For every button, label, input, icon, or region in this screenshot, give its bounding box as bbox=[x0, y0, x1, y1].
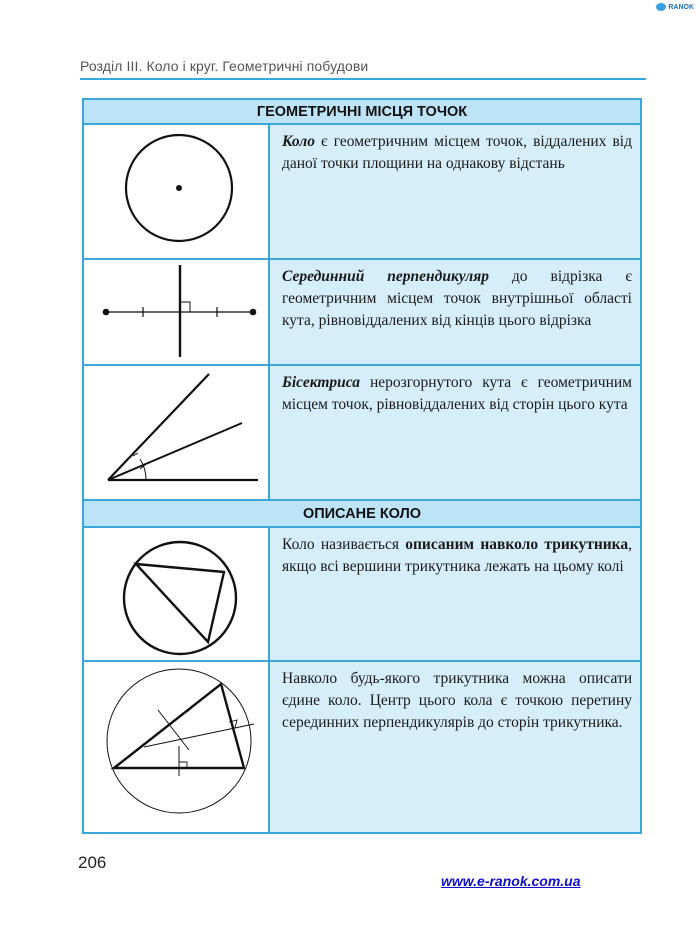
publisher-logo: RANOK bbox=[656, 3, 694, 11]
table-row-circumscribed-circle bbox=[84, 528, 640, 662]
logo-mark-icon bbox=[656, 3, 666, 11]
figure-cell bbox=[84, 125, 270, 258]
circumcenter-construction-icon bbox=[84, 662, 268, 830]
table-row-perpendicular-bisector bbox=[84, 260, 640, 366]
section-header-circumscribed: ОПИСАНЕ КОЛО bbox=[84, 501, 640, 528]
definition-text: Коло називається описаним навколо трикутника, якщо всі вершини трикутника лежать на цьому колі bbox=[282, 536, 633, 575]
reference-table bbox=[82, 98, 642, 834]
table-row-circumcenter bbox=[84, 662, 640, 832]
definition-text: Коло є геометричним місцем точок, віддалених від даної точки площини на однакову відстань bbox=[282, 133, 632, 172]
table-row-angle-bisector bbox=[84, 366, 640, 501]
angle-bisector-icon bbox=[84, 366, 268, 499]
perpendicular-bisector-icon bbox=[84, 260, 268, 364]
figure-cell bbox=[84, 662, 270, 832]
figure-cell bbox=[84, 528, 270, 660]
page-number: 206 bbox=[78, 853, 107, 872]
definition-text: Бісектриса нерозгорнутого кута є геометричним місцем точок, рівновіддалених від сторін цього кута bbox=[282, 374, 632, 413]
site-link[interactable]: www.e-ranok.com.ua bbox=[441, 873, 581, 889]
circle-center-icon bbox=[84, 125, 268, 258]
running-head: Розділ III. Коло і круг. Геометричні побудови bbox=[80, 58, 369, 74]
figure-cell bbox=[84, 260, 270, 364]
header-rule bbox=[80, 78, 646, 80]
figure-cell bbox=[84, 366, 270, 499]
table-row-circle bbox=[84, 125, 640, 260]
circumscribed-circle-icon bbox=[84, 528, 268, 660]
definition-text: Серединний перпендикуляр до відрізка є геометричним місцем точок внутрішньої області кута, рівновіддалених від кінців цього відрізка bbox=[282, 268, 632, 329]
definition-text: Навколо будь-якого трикутника можна описати єдине коло. Центр цього кола є точкою перетину серединних перпендикулярів до сторін трикутника. bbox=[282, 670, 632, 731]
section-header-loci: ГЕОМЕТРИЧНІ МІСЦЯ ТОЧОК bbox=[84, 100, 640, 125]
